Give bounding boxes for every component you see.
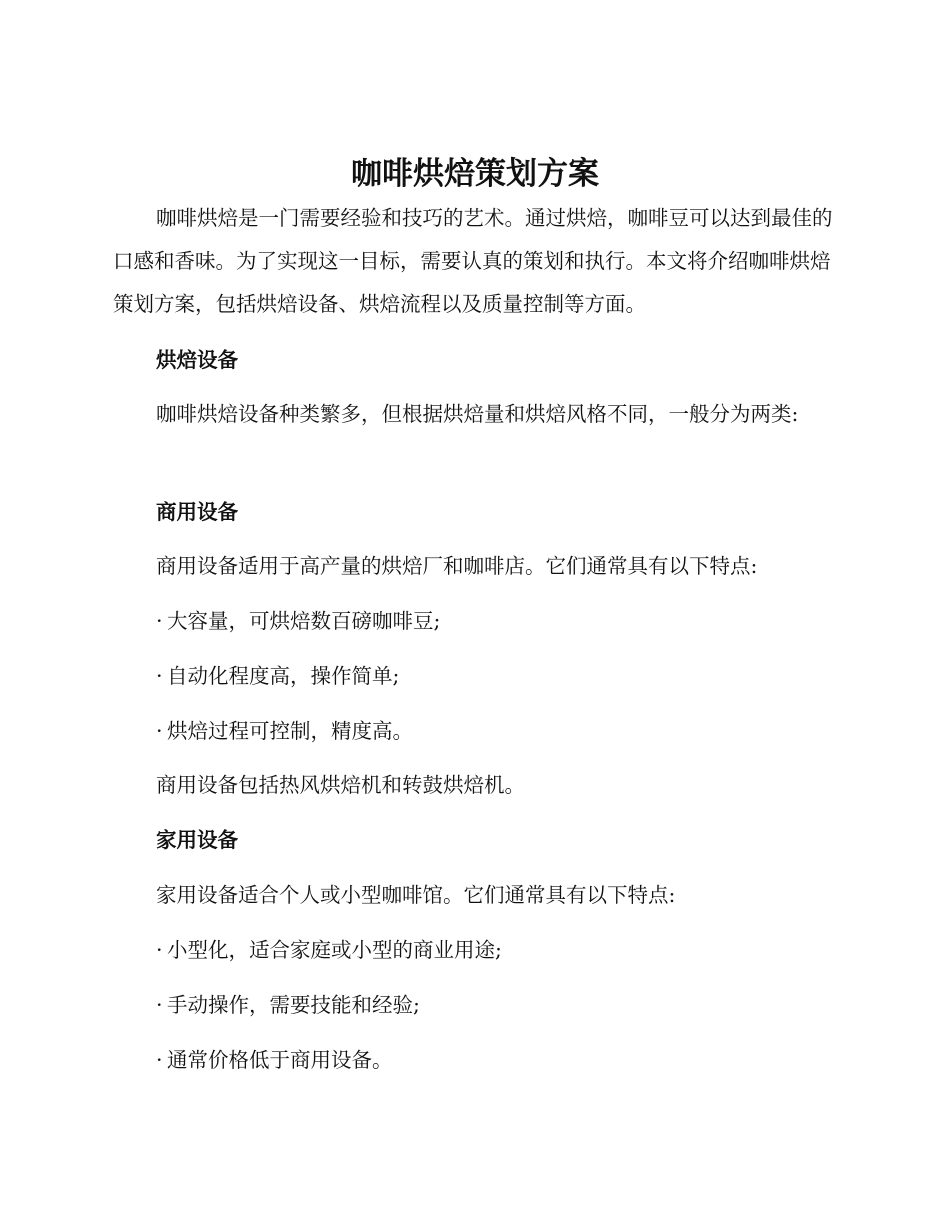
intro-paragraph: 咖啡烘焙是一门需要经验和技巧的艺术。通过烘焙，咖啡豆可以达到最佳的口感和香味。为了实现这一目标，需要认真的策划和执行。本文将介绍咖啡烘焙策划方案，包括烘焙设备、烘焙流程以及质量控制等方面。	[113, 206, 833, 316]
list-item-text: 小型化，适合家庭或小型的商业用途;	[167, 938, 502, 962]
list-item	[156, 606, 846, 636]
list-item	[156, 1045, 846, 1075]
commercial-summary: 商用设备包括热风烘焙机和转鼓烘焙机。	[156, 773, 525, 797]
list-item	[156, 661, 846, 691]
home-intro: 家用设备适合个人或小型咖啡馆。它们通常具有以下特点:	[156, 883, 676, 907]
bullet-marker: ·	[156, 993, 163, 1017]
document-title: 咖啡烘焙策划方案	[351, 156, 599, 192]
list-item	[156, 716, 846, 746]
section-heading-equipment: 烘焙设备	[156, 348, 238, 372]
equipment-intro-paragraph: 咖啡烘焙设备种类繁多，但根据烘焙量和烘焙风格不同，一般分为两类:	[156, 402, 799, 426]
list-item-text: 烘焙过程可控制，精度高。	[167, 719, 413, 743]
subheading-home: 家用设备	[156, 828, 238, 852]
list-item-text: 大容量，可烘焙数百磅咖啡豆;	[167, 609, 441, 633]
list-item-text: 通常价格低于商用设备。	[167, 1048, 393, 1072]
commercial-intro: 商用设备适用于高产量的烘焙厂和咖啡店。它们通常具有以下特点:	[156, 554, 758, 578]
bullet-marker: ·	[156, 719, 163, 743]
list-item	[156, 990, 846, 1020]
list-item	[156, 935, 846, 965]
subheading-commercial: 商用设备	[156, 500, 238, 524]
bullet-marker: ·	[156, 1048, 163, 1072]
bullet-marker: ·	[156, 609, 163, 633]
list-item-text: 手动操作，需要技能和经验;	[167, 993, 420, 1017]
bullet-marker: ·	[156, 664, 163, 688]
list-item-text: 自动化程度高，操作简单;	[167, 664, 400, 688]
bullet-marker: ·	[156, 938, 163, 962]
